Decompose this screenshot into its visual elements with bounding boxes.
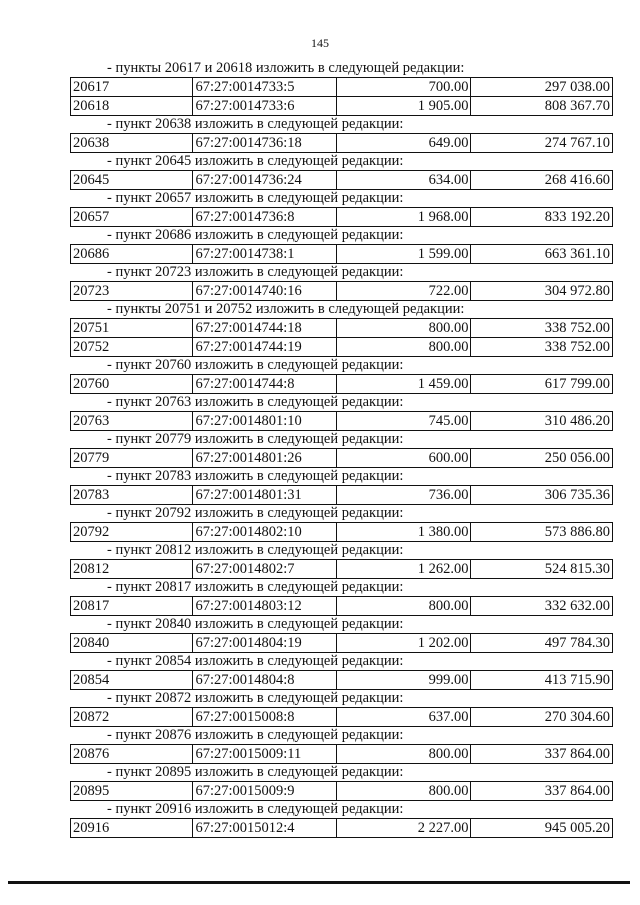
cadastral-number-cell: 67:27:0014801:10: [193, 412, 337, 431]
section-heading: - пункт 20686 изложить в следующей редакции:: [107, 227, 404, 243]
cadastral-number-cell: 67:27:0015008:8: [193, 708, 337, 727]
section-table: [70, 374, 613, 394]
area-value-cell: 800.00: [336, 597, 470, 616]
section-heading: - пункт 20895 изложить в следующей редакции:: [107, 764, 404, 780]
cadastral-number-cell: 67:27:0014738:1: [193, 245, 337, 264]
item-number-cell: 20763: [71, 412, 193, 431]
section-table: [70, 596, 613, 616]
table-row: [71, 745, 613, 764]
section-heading: - пункт 20792 изложить в следующей редакции:: [107, 505, 404, 521]
area-value-cell: 1 905.00: [336, 97, 470, 116]
area-value-cell: 634.00: [336, 171, 470, 190]
section-table: [70, 522, 613, 542]
area-value-cell: 600.00: [336, 449, 470, 468]
section-heading: - пункт 20840 изложить в следующей редакции:: [107, 616, 404, 632]
cost-value-cell: 338 752.00: [471, 319, 613, 338]
section-table: [70, 411, 613, 431]
area-value-cell: 722.00: [336, 282, 470, 301]
item-number-cell: 20872: [71, 708, 193, 727]
cadastral-number-cell: 67:27:0015012:4: [193, 819, 337, 838]
cadastral-number-cell: 67:27:0015009:9: [193, 782, 337, 801]
item-number-cell: 20792: [71, 523, 193, 542]
table-row: [71, 708, 613, 727]
cost-value-cell: 332 632.00: [471, 597, 613, 616]
table-row: [71, 634, 613, 653]
cadastral-number-cell: 67:27:0014736:24: [193, 171, 337, 190]
section-heading: - пункт 20638 изложить в следующей редакции:: [107, 116, 404, 132]
section-table: [70, 485, 613, 505]
item-number-cell: 20840: [71, 634, 193, 653]
table-row: [71, 245, 613, 264]
item-number-cell: 20812: [71, 560, 193, 579]
cadastral-number-cell: 67:27:0014744:19: [193, 338, 337, 357]
section-table: [70, 744, 613, 764]
area-value-cell: 1 380.00: [336, 523, 470, 542]
table-row: [71, 486, 613, 505]
cost-value-cell: 337 864.00: [471, 745, 613, 764]
section-heading: - пункт 20763 изложить в следующей редакции:: [107, 394, 404, 410]
cost-value-cell: 524 815.30: [471, 560, 613, 579]
cost-value-cell: 413 715.90: [471, 671, 613, 690]
area-value-cell: 800.00: [336, 782, 470, 801]
table-row: [71, 134, 613, 153]
table-row: [71, 282, 613, 301]
cadastral-number-cell: 67:27:0014802:7: [193, 560, 337, 579]
item-number-cell: 20779: [71, 449, 193, 468]
cost-value-cell: 833 192.20: [471, 208, 613, 227]
cost-value-cell: 497 784.30: [471, 634, 613, 653]
table-row: [71, 449, 613, 468]
area-value-cell: 800.00: [336, 338, 470, 357]
table-row: [71, 523, 613, 542]
section-table: [70, 707, 613, 727]
item-number-cell: 20686: [71, 245, 193, 264]
section-heading: - пункт 20876 изложить в следующей редакции:: [107, 727, 404, 743]
document-body: [70, 60, 615, 838]
section-heading: - пункт 20872 изложить в следующей редакции:: [107, 690, 404, 706]
section-table: [70, 670, 613, 690]
item-number-cell: 20645: [71, 171, 193, 190]
area-value-cell: 745.00: [336, 412, 470, 431]
section-heading: - пункт 20817 изложить в следующей редакции:: [107, 579, 404, 595]
area-value-cell: 637.00: [336, 708, 470, 727]
cadastral-number-cell: 67:27:0014736:8: [193, 208, 337, 227]
section-table: [70, 781, 613, 801]
section-table: [70, 244, 613, 264]
cadastral-number-cell: 67:27:0014801:31: [193, 486, 337, 505]
area-value-cell: 736.00: [336, 486, 470, 505]
table-row: [71, 338, 613, 357]
section-table: [70, 818, 613, 838]
cost-value-cell: 663 361.10: [471, 245, 613, 264]
cost-value-cell: 338 752.00: [471, 338, 613, 357]
section-table: [70, 559, 613, 579]
cost-value-cell: 310 486.20: [471, 412, 613, 431]
item-number-cell: 20752: [71, 338, 193, 357]
cost-value-cell: 337 864.00: [471, 782, 613, 801]
cost-value-cell: 270 304.60: [471, 708, 613, 727]
table-row: [71, 819, 613, 838]
page-number: 145: [311, 36, 329, 50]
cadastral-number-cell: 67:27:0014802:10: [193, 523, 337, 542]
section-table: [70, 633, 613, 653]
item-number-cell: 20638: [71, 134, 193, 153]
section-heading: - пункты 20617 и 20618 изложить в следующей редакции:: [107, 60, 465, 76]
cost-value-cell: 297 038.00: [471, 78, 613, 97]
cost-value-cell: 250 056.00: [471, 449, 613, 468]
area-value-cell: 1 262.00: [336, 560, 470, 579]
section-table: [70, 170, 613, 190]
area-value-cell: 800.00: [336, 745, 470, 764]
section-table: [70, 133, 613, 153]
cadastral-number-cell: 67:27:0014804:19: [193, 634, 337, 653]
area-value-cell: 1 599.00: [336, 245, 470, 264]
area-value-cell: 649.00: [336, 134, 470, 153]
table-row: [71, 171, 613, 190]
area-value-cell: 2 227.00: [336, 819, 470, 838]
cadastral-number-cell: 67:27:0014801:26: [193, 449, 337, 468]
table-row: [71, 319, 613, 338]
area-value-cell: 800.00: [336, 319, 470, 338]
area-value-cell: 999.00: [336, 671, 470, 690]
section-heading: - пункт 20854 изложить в следующей редакции:: [107, 653, 404, 669]
section-heading: - пункты 20751 и 20752 изложить в следующей редакции:: [107, 301, 465, 317]
cost-value-cell: 306 735.36: [471, 486, 613, 505]
cadastral-number-cell: 67:27:0014733:5: [193, 78, 337, 97]
section-table: [70, 77, 613, 116]
item-number-cell: 20751: [71, 319, 193, 338]
cost-value-cell: 274 767.10: [471, 134, 613, 153]
section-heading: - пункт 20657 изложить в следующей редакции:: [107, 190, 404, 206]
section-heading: - пункт 20916 изложить в следующей редакции:: [107, 801, 404, 817]
section-heading: - пункт 20779 изложить в следующей редакции:: [107, 431, 404, 447]
area-value-cell: 1 202.00: [336, 634, 470, 653]
cost-value-cell: 808 367.70: [471, 97, 613, 116]
cost-value-cell: 573 886.80: [471, 523, 613, 542]
cadastral-number-cell: 67:27:0014744:8: [193, 375, 337, 394]
bottom-rule: [8, 881, 630, 884]
section-heading: - пункт 20760 изложить в следующей редакции:: [107, 357, 404, 373]
table-row: [71, 97, 613, 116]
cost-value-cell: 304 972.80: [471, 282, 613, 301]
item-number-cell: 20618: [71, 97, 193, 116]
cadastral-number-cell: 67:27:0014733:6: [193, 97, 337, 116]
section-heading: - пункт 20783 изложить в следующей редакции:: [107, 468, 404, 484]
table-row: [71, 560, 613, 579]
cost-value-cell: 945 005.20: [471, 819, 613, 838]
area-value-cell: 700.00: [336, 78, 470, 97]
item-number-cell: 20817: [71, 597, 193, 616]
cadastral-number-cell: 67:27:0014804:8: [193, 671, 337, 690]
section-heading: - пункт 20723 изложить в следующей редакции:: [107, 264, 404, 280]
area-value-cell: 1 968.00: [336, 208, 470, 227]
item-number-cell: 20723: [71, 282, 193, 301]
table-row: [71, 375, 613, 394]
item-number-cell: 20916: [71, 819, 193, 838]
cadastral-number-cell: 67:27:0015009:11: [193, 745, 337, 764]
item-number-cell: 20657: [71, 208, 193, 227]
item-number-cell: 20760: [71, 375, 193, 394]
section-table: [70, 318, 613, 357]
item-number-cell: 20895: [71, 782, 193, 801]
section-table: [70, 448, 613, 468]
item-number-cell: 20617: [71, 78, 193, 97]
cadastral-number-cell: 67:27:0014803:12: [193, 597, 337, 616]
item-number-cell: 20854: [71, 671, 193, 690]
table-row: [71, 782, 613, 801]
table-row: [71, 208, 613, 227]
cost-value-cell: 617 799.00: [471, 375, 613, 394]
item-number-cell: 20783: [71, 486, 193, 505]
table-row: [71, 597, 613, 616]
table-row: [71, 671, 613, 690]
section-table: [70, 207, 613, 227]
cadastral-number-cell: 67:27:0014740:16: [193, 282, 337, 301]
item-number-cell: 20876: [71, 745, 193, 764]
section-table: [70, 281, 613, 301]
cadastral-number-cell: 67:27:0014736:18: [193, 134, 337, 153]
cost-value-cell: 268 416.60: [471, 171, 613, 190]
table-row: [71, 412, 613, 431]
cadastral-number-cell: 67:27:0014744:18: [193, 319, 337, 338]
table-row: [71, 78, 613, 97]
section-heading: - пункт 20812 изложить в следующей редакции:: [107, 542, 404, 558]
section-heading: - пункт 20645 изложить в следующей редакции:: [107, 153, 404, 169]
area-value-cell: 1 459.00: [336, 375, 470, 394]
